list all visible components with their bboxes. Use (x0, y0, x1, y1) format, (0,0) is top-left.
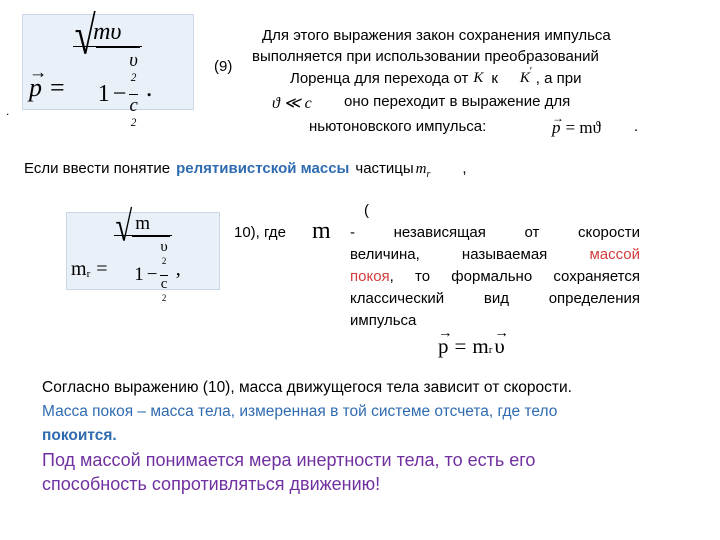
formula-11-eq: = (454, 334, 467, 358)
formula-10: m $_r$ = m √ 1 − υ $^2$ c $^2$ , (71, 227, 181, 312)
para1-line3-a: Лоренца для перехода от (290, 70, 469, 87)
formula-9-v: υ (129, 50, 138, 71)
sentence2-term: релятивистской массы (176, 160, 350, 177)
para3-line3-b: , то формально сохраняется (389, 268, 640, 285)
formula-10-comma: , (175, 257, 181, 280)
formula-9: → p = mυ √ 1 − υ $^2$ c $^2$ . (29, 37, 152, 139)
para1-line3 (290, 66, 582, 87)
formula-9-dot: . (145, 73, 153, 103)
mr-sub: r (426, 169, 431, 180)
formula-9-label: (9) (214, 58, 233, 75)
sentence2 (24, 160, 467, 180)
para1-end-dot: . (634, 118, 639, 135)
formula-9-c: c (129, 95, 138, 117)
para3-line2-a: величина, называемая (350, 246, 548, 263)
sentence2-suffix: частицы (355, 160, 414, 177)
inertia-statement-line1: Под массой понимается мера инертности тела, то есть его (42, 450, 536, 470)
para3-line5: импульса (350, 312, 417, 329)
formula-9-lhs: → p (29, 73, 42, 103)
mr-m: m (415, 161, 427, 177)
stray-dot: . (6, 104, 10, 118)
formula-11-sub: r (488, 344, 493, 356)
sentence2-prefix: Если ввести понятие (24, 160, 171, 177)
formula-10-eq: = (96, 257, 108, 280)
para3-line4: классический вид определения (350, 290, 640, 307)
para4: Согласно выражению (10), масса движущегося тела зависит от скорости. (42, 379, 572, 396)
formula-10-sup-a: 2 (161, 256, 167, 266)
para1-line2: выполняется при использовании преобразований (252, 48, 599, 65)
para1-to: к (491, 70, 498, 87)
formula-10-one: 1 (134, 264, 144, 286)
newton-rhs: = mϑ (565, 118, 601, 137)
formula-9-minus: − (112, 81, 127, 108)
para3-line3 (350, 266, 640, 288)
rest-mass-symbol: m (312, 218, 331, 244)
para1-k-prime: K (519, 70, 530, 86)
formula-9-sup-b: 2 (130, 117, 137, 130)
formula-9-numerator: mυ (93, 19, 122, 45)
formula-10-minus: − (146, 264, 158, 286)
sentence2-comma: , (462, 160, 467, 177)
newton-momentum-formula (552, 118, 601, 138)
formula-10-label: 10), где (234, 224, 286, 241)
formula-10-box (66, 202, 220, 303)
formula-11-m: m (472, 334, 489, 358)
para1-prime-mark: ′ (529, 66, 532, 77)
para1-line3-b: , а при (535, 70, 582, 87)
formula-10-lhs: m (71, 257, 87, 280)
para3-line2 (350, 244, 640, 266)
formula-9-eq: = (50, 73, 65, 103)
formula-10-numerator: m (135, 213, 151, 234)
para1 (262, 26, 611, 46)
formula-10-lhs-sub: r (86, 268, 91, 281)
formula-9-one: 1 (97, 81, 110, 108)
rest-mass-link[interactable]: массой (589, 246, 640, 263)
formula-11 (438, 334, 505, 359)
formula-10-sup-b: 2 (161, 292, 167, 303)
formula-10-v: υ (160, 239, 168, 255)
rest-mass-definition-line1: Масса покоя – масса тела, измеренная в той системе отсчета, где тело (42, 403, 558, 420)
para1-line4: оно переходит в выражение для (344, 93, 571, 110)
para3 (350, 222, 640, 332)
formula-10-c: c (160, 275, 168, 292)
rest-mass-definition-line2: покоится. (42, 427, 117, 444)
para1-line5: ньютоновского импульса: (309, 118, 487, 135)
inertia-statement-line2: способность сопротивляться движению! (42, 474, 381, 494)
rest-mass-link-2[interactable]: покоя (350, 268, 390, 285)
formula-11-v: → υ (494, 334, 504, 359)
para1-condition: ϑ ≪ c (272, 95, 312, 112)
formula-9-sup-a: 2 (130, 72, 137, 84)
para1-line1: Для этого выражения закон сохранения импульса (262, 27, 611, 44)
para3-line1: - независящая от скорости (350, 224, 640, 241)
formula-11-lhs: → p (438, 334, 449, 359)
mr-symbol (416, 161, 431, 180)
newton-p: → p (552, 118, 561, 138)
formula-9-box (22, 7, 194, 130)
para1-k: К (473, 70, 484, 86)
para3-paren: ( (364, 202, 369, 219)
